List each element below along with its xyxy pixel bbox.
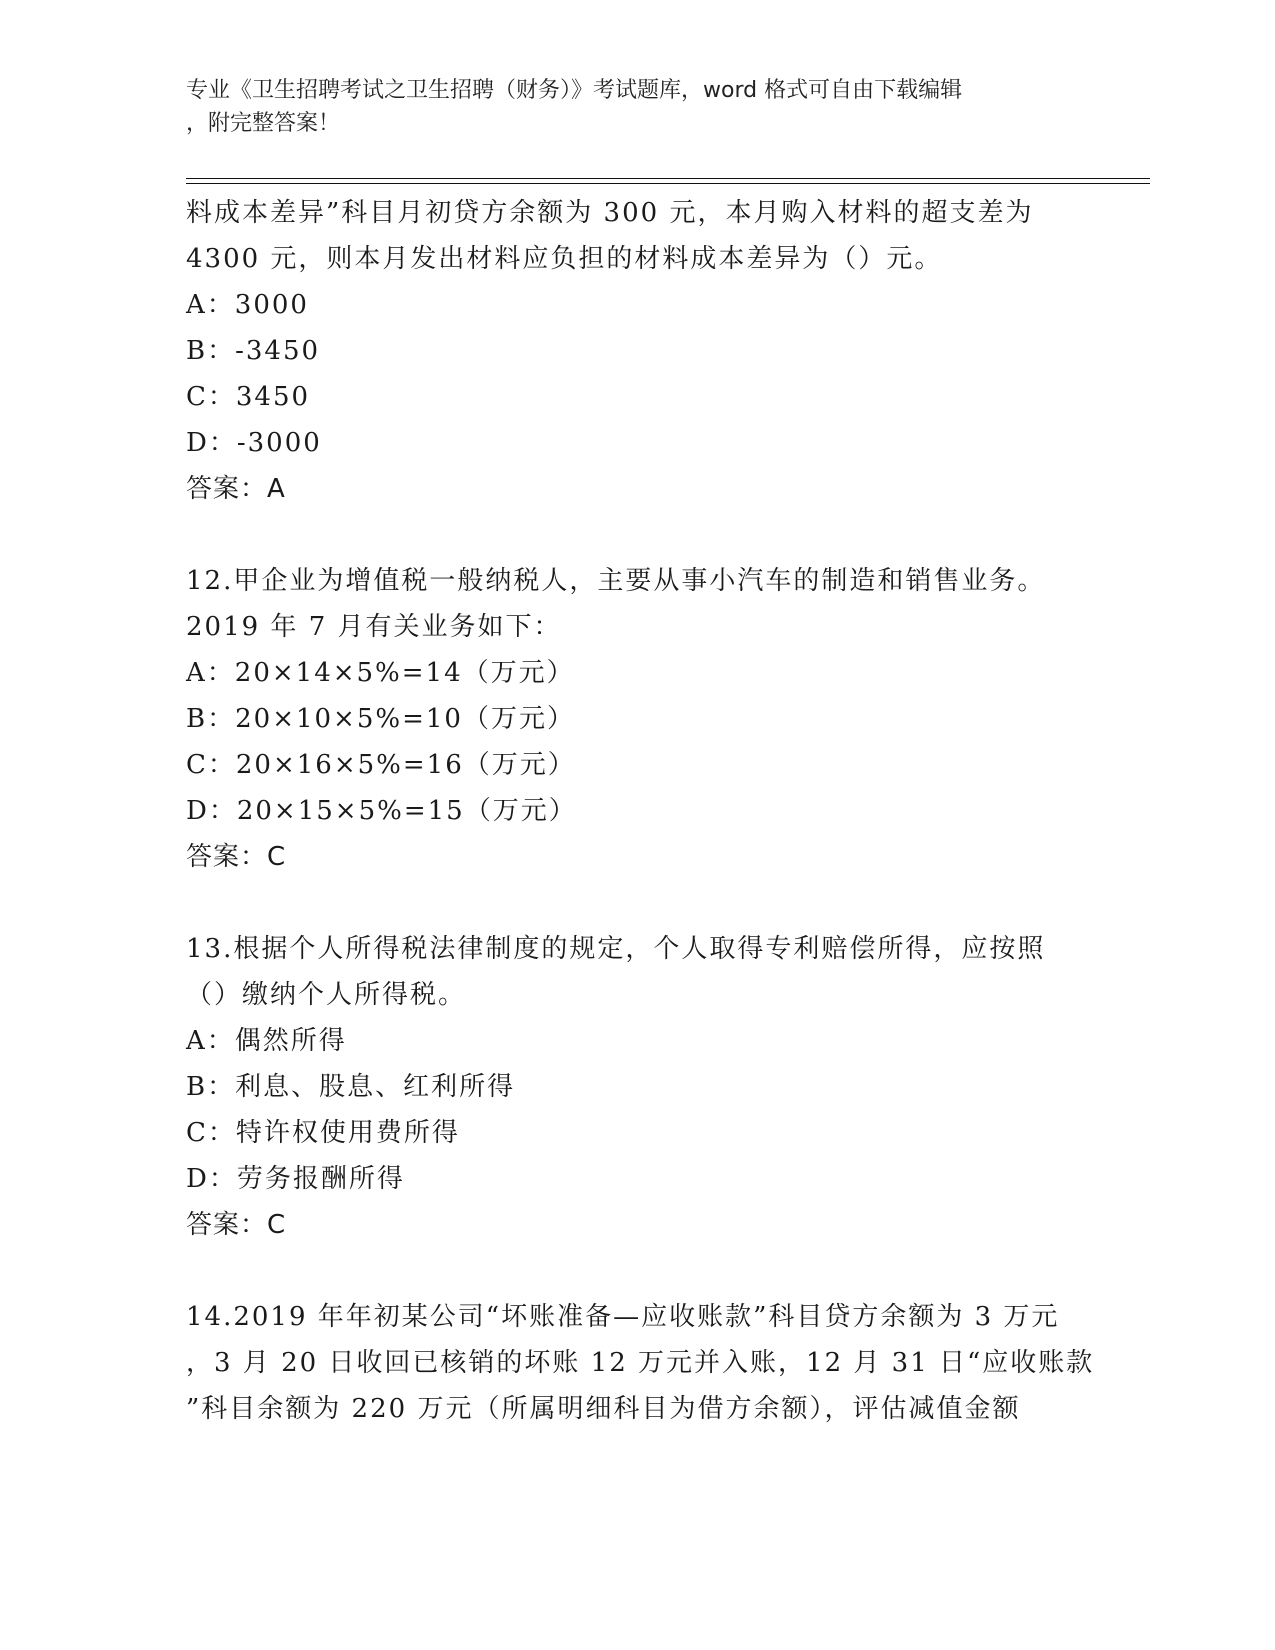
option-d: D：20×15×5%=15（万元） (186, 796, 577, 826)
option-b: B：20×10×5%=10（万元） (186, 704, 575, 734)
document-body (186, 190, 1116, 1432)
header-line-1: 专业《卫生招聘考试之卫生招聘（财务）》考试题库，word 格式可自由下载编辑 (186, 78, 963, 103)
question-13 (186, 926, 1116, 1248)
header-divider-top (186, 178, 1150, 179)
question-text: 14.2019 年年初某公司“坏账准备—应收账款”科目贷方余额为 3 万元 (186, 1302, 1060, 1332)
spacer (186, 512, 1116, 558)
option-a: A：20×14×5%=14（万元） (186, 658, 575, 688)
question-text: 4300 元，则本月发出材料应负担的材料成本差异为（）元。 (186, 244, 943, 274)
question-text: 2019 年 7 月有关业务如下： (186, 612, 562, 642)
answer-label: 答案：C (186, 1210, 287, 1240)
option-d: D：-3000 (186, 428, 322, 458)
option-a: A：偶然所得 (186, 1026, 347, 1056)
question-text: 料成本差异”科目月初贷方余额为 300 元，本月购入材料的超支差为 (186, 198, 1034, 228)
question-14 (186, 1294, 1116, 1432)
spacer (186, 880, 1116, 926)
question-text: （）缴纳个人所得税。 (186, 980, 467, 1010)
question-text: 12.甲企业为增值税一般纳税人，主要从事小汽车的制造和销售业务。 (186, 566, 1046, 596)
spacer (186, 1248, 1116, 1294)
document-header (186, 74, 1066, 140)
option-c: C：3450 (186, 382, 311, 412)
answer-label: 答案：A (186, 474, 286, 504)
header-line-2: ，附完整答案！ (186, 111, 341, 136)
option-a: A：3000 (186, 290, 309, 320)
header-divider-bottom (186, 183, 1150, 184)
question-11 (186, 190, 1116, 512)
option-b: B：利息、股息、红利所得 (186, 1072, 516, 1102)
answer-label: 答案：C (186, 842, 287, 872)
option-d: D：劳务报酬所得 (186, 1164, 405, 1194)
option-c: C：20×16×5%=16（万元） (186, 750, 576, 780)
option-b: B：-3450 (186, 336, 321, 366)
option-c: C：特许权使用费所得 (186, 1118, 460, 1148)
question-text: ，3 月 20 日收回已核销的坏账 12 万元并入账，12 月 31 日“应收账款 (186, 1348, 1095, 1378)
question-text: ”科目余额为 220 万元（所属明细科目为借方余额），评估减值金额 (186, 1394, 1021, 1424)
question-text: 13.根据个人所得税法律制度的规定，个人取得专利赔偿所得，应按照 (186, 934, 1046, 964)
question-12 (186, 558, 1116, 880)
